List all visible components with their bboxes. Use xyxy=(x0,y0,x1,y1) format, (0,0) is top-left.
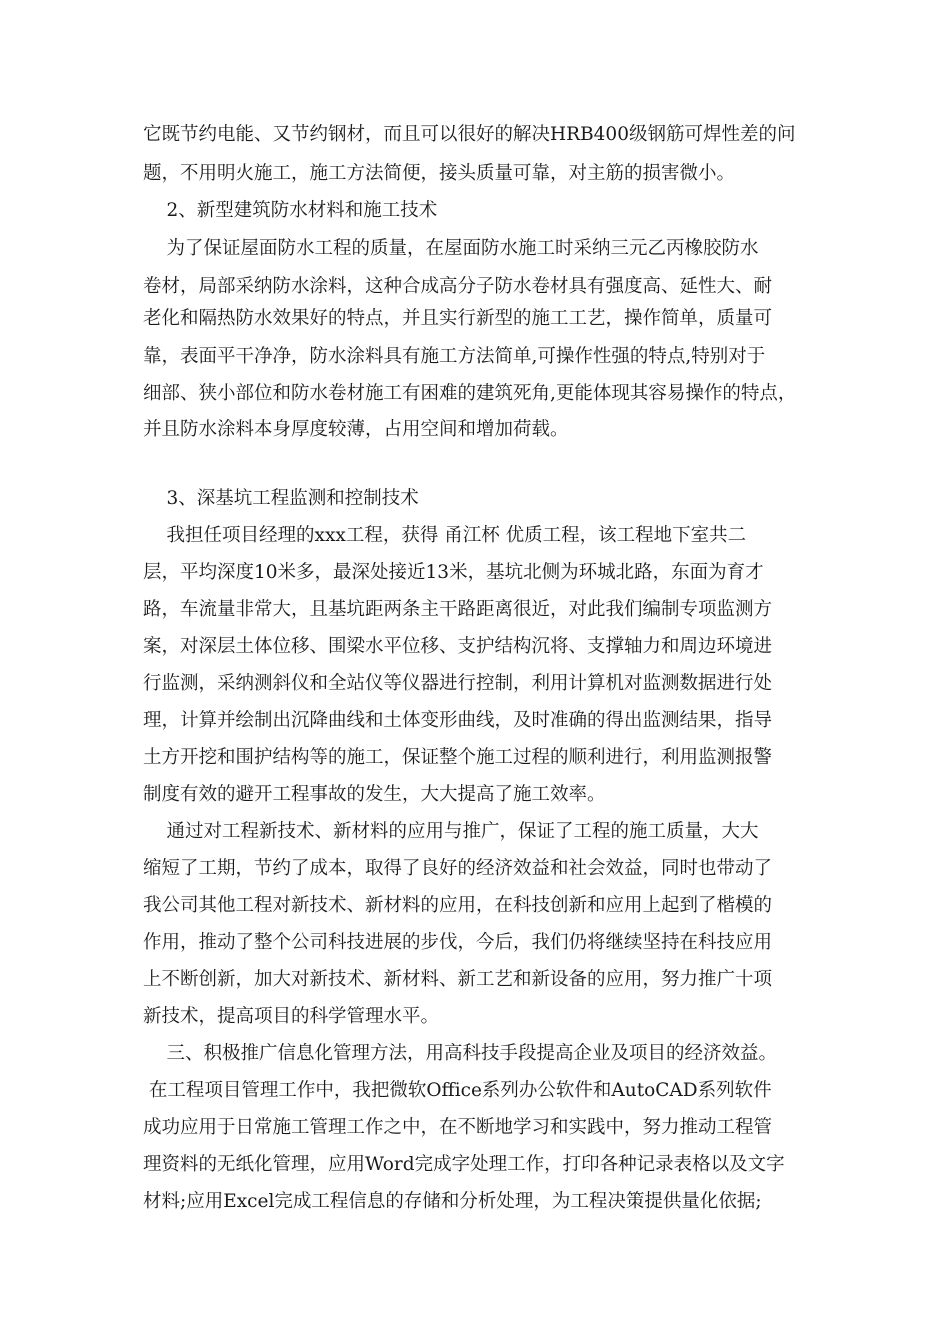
text-line: 通过对工程新技术、新材料的应用与推广，保证了工程的施工质量，大大 xyxy=(143,821,759,842)
text-line: 理，计算并绘制出沉降曲线和土体变形曲线，及时准确的得出监测结果，指导 xyxy=(143,710,773,731)
text-line: 我公司其他工程对新技术、新材料的应用，在科技创新和应用上起到了楷模的 xyxy=(143,895,773,916)
text-line: 上不断创新，加大对新技术、新材料、新工艺和新设备的应用，努力推广十项 xyxy=(143,969,773,990)
text-line: 题，不用明火施工，施工方法简便，接头质量可靠，对主筋的损害微小。 xyxy=(143,163,736,184)
text-line: 细部、狭小部位和防水卷材施工有困难的建筑死角,更能体现其容易操作的特点， xyxy=(143,383,797,404)
text-line: 案，对深层土体位移、围梁水平位移、支护结构沉将、支撑轴力和周边环境进 xyxy=(143,636,773,657)
text-line: 卷材，局部采纳防水涂料，这种合成高分子防水卷材具有强度高、延性大、耐 xyxy=(143,276,773,297)
text-line: 并且防水涂料本身厚度较薄，占用空间和增加荷载。 xyxy=(143,419,569,440)
text-line: 层，平均深度10米多，最深处接近13米，基坑北侧为环城北路，东面为育才 xyxy=(143,562,764,583)
text-line: 为了保证屋面防水工程的质量，在屋面防水施工时采纳三元乙丙橡胶防水 xyxy=(143,238,759,259)
text-line: 它既节约电能、又节约钢材，而且可以很好的解决HRB400级钢筋可焊性差的问 xyxy=(143,124,796,145)
text-line: 制度有效的避开工程事故的发生，大大提高了施工效率。 xyxy=(143,784,606,805)
text-line: 老化和隔热防水效果好的特点，并且实行新型的施工工艺，操作简单，质量可 xyxy=(143,308,773,329)
section-heading: 三、积极推广信息化管理方法，用高科技手段提高企业及项目的经济效益。 xyxy=(143,1043,778,1064)
text-line: 材料;应用Excel完成工程信息的存储和分析处理，为工程决策提供量化依据; xyxy=(143,1191,762,1212)
text-line: 靠，表面平干净净，防水涂料具有施工方法简单,可操作性强的特点,特别对于 xyxy=(143,346,766,367)
section-heading: 2、新型建筑防水材料和施工技术 xyxy=(143,200,438,221)
text-line: 理资料的无纸化管理，应用Word完成字处理工作，打印各种记录表格以及文字 xyxy=(143,1154,785,1175)
text-line: 行监测，采纳测斜仪和全站仪等仪器进行控制，利用计算机对监测数据进行处 xyxy=(143,673,773,694)
text-line: 在工程项目管理工作中，我把微软Office系列办公软件和AutoCAD系列软件 xyxy=(143,1080,772,1101)
text-line: 缩短了工期，节约了成本，取得了良好的经济效益和社会效益，同时也带动了 xyxy=(143,858,773,879)
text-line: 作用，推动了整个公司科技进展的步伐，今后，我们仍将继续坚持在科技应用 xyxy=(143,932,773,953)
section-heading: 3、深基坑工程监测和控制技术 xyxy=(143,488,419,509)
text-line: 我担任项目经理的xxx工程，获得 甬江杯 优质工程，该工程地下室共二 xyxy=(143,525,747,546)
text-line: 土方开挖和围护结构等的施工，保证整个施工过程的顺利进行，利用监测报警 xyxy=(143,747,773,768)
text-line: 成功应用于日常施工管理工作之中，在不断地学习和实践中，努力推动工程管 xyxy=(143,1117,773,1138)
text-line: 新技术，提高项目的科学管理水平。 xyxy=(143,1006,440,1027)
text-line: 路，车流量非常大，且基坑距两条主干路距离很近，对此我们编制专项监测方 xyxy=(143,599,773,620)
